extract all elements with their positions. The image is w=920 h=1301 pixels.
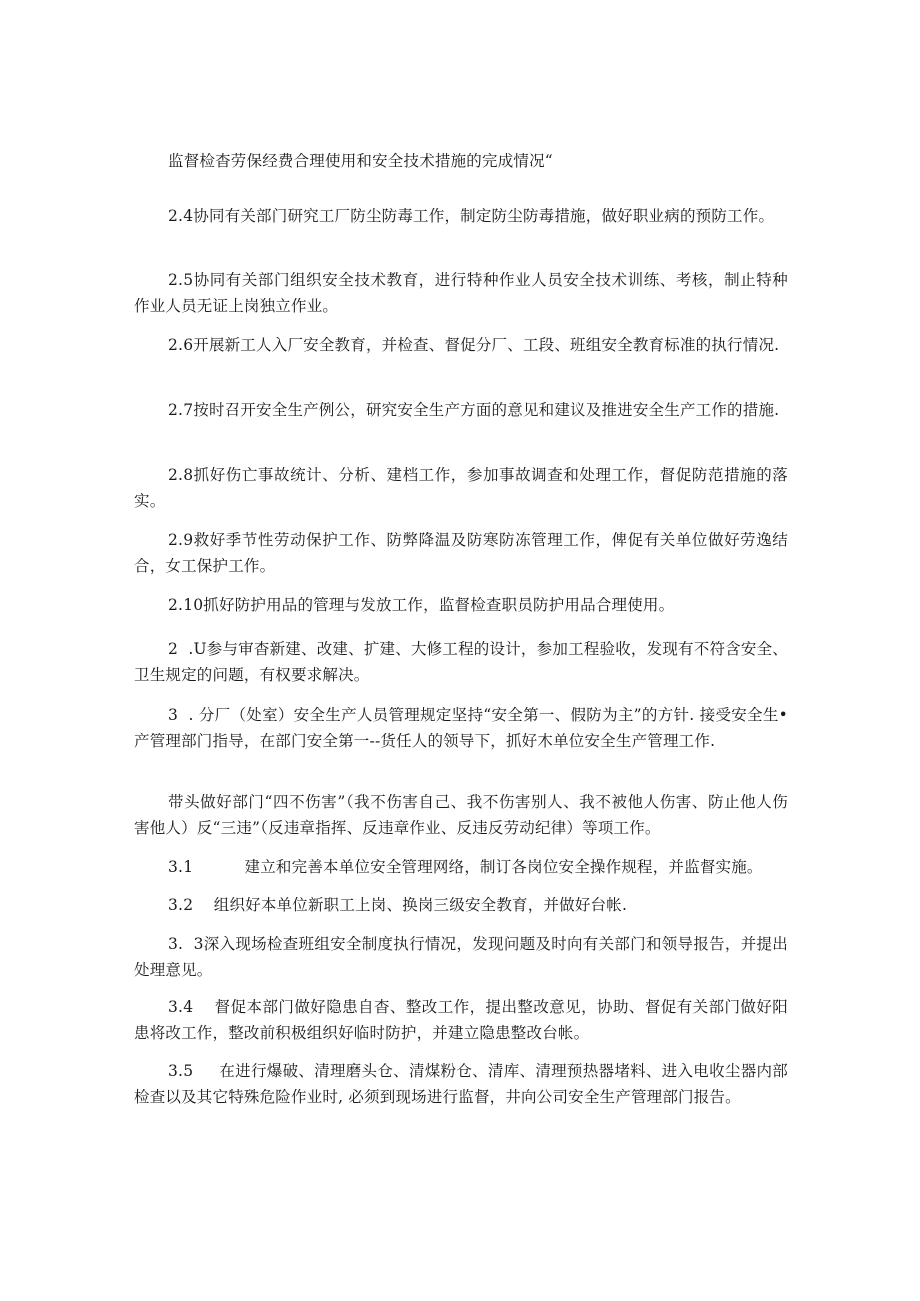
paragraph-3-4: 3.4 督促本部门做好隐患自杳、整改工作，提出整改意见，协助、督促有关部门做好阳患将改工作，整改前积极组织好临时防护，并建立隐患整改台帐。 [134,998,788,1042]
paragraph-2-10: 2.10抓好防护用品的管理与发放工作，监督检查职员防护用品合理使用。 [168,596,675,614]
paragraph-2-7: 2.7按时召开安全生产例公，研究安全生产方面的意见和建议及推进安全生产工作的措施. [168,401,780,419]
paragraph-2-6: 2.6开展新工人入厂安全教育，并检查、督促分厂、工段、班组安全教育标准的执行情况. [168,336,780,354]
paragraph-3-branch-rules: 3 . 分厂（处室）安全生产人员管理规定坚持“安全第一、假防为主”的方针. 接受安全生•产管理部门指导，在部门安全第一--货任人的领导下，抓好木单位安全生产管理工作. [134,706,788,750]
paragraph-four-no-harm: 带头做好部门“四不伤害”（我不伤害自己、我不伤害别人、我不被他人伤害、防止他人伤害他人）反“三违”（反违章指挥、反违章作业、反违反劳动纪律）等项工作。 [134,793,788,837]
paragraph-2-9: 2.9救好季节性劳动保护工作、防弊降温及防寒防冻管理工作，俾促有关单位做好劳逸结合，女工保护工作。 [134,531,788,575]
paragraph-labor-funds: 监督检杳劳保经费合理使用和安全技术措施的完成情况“ [168,152,553,170]
paragraph-2-5: 2.5协同有关部门组织安全技术教育，进行特种作业人员安全技术训练、考核，制止特种作业人员无证上岗独立作业。 [134,271,788,315]
paragraph-2-11: 2 .U参与审杳新建、改建、扩建、大修工程的设计，参加工程验收，发现有不符含安全、卫生规定的问题，有权要求解决。 [134,640,788,684]
paragraph-2-4: 2.4协同有关部门研究工厂防尘防毒工作，制定防尘防毒措施，做好职业病的预防工作。 [168,207,775,225]
paragraph-3-1: 3.1 建立和完善本单位安全管理网络，制订各岗位安全操作规程，并监督实施。 [168,858,763,876]
paragraph-3-5: 3.5 在进行爆破、清理磨头仓、清煤粉仓、清库、清理预热器堵料、进入电收尘器内部检查以及其它特殊危险作业时, 必须到现场进行监督，井向公司安全生产管理部门报告。 [134,1062,788,1106]
paragraph-2-8: 2.8抓好伤亡事故统计、分析、建档工作，参加事故调查和处理工作，督促防范措施的落实。 [134,466,788,510]
paragraph-3-3: 3. 3深入现场检查班组安全制度执行情况，发现问题及时向有关部门和领导报告，并提出处理意见。 [134,935,788,979]
paragraph-3-2: 3.2 组织好本单位新职工上岗、换岗三级安全教育，并做好台帐. [168,896,628,914]
